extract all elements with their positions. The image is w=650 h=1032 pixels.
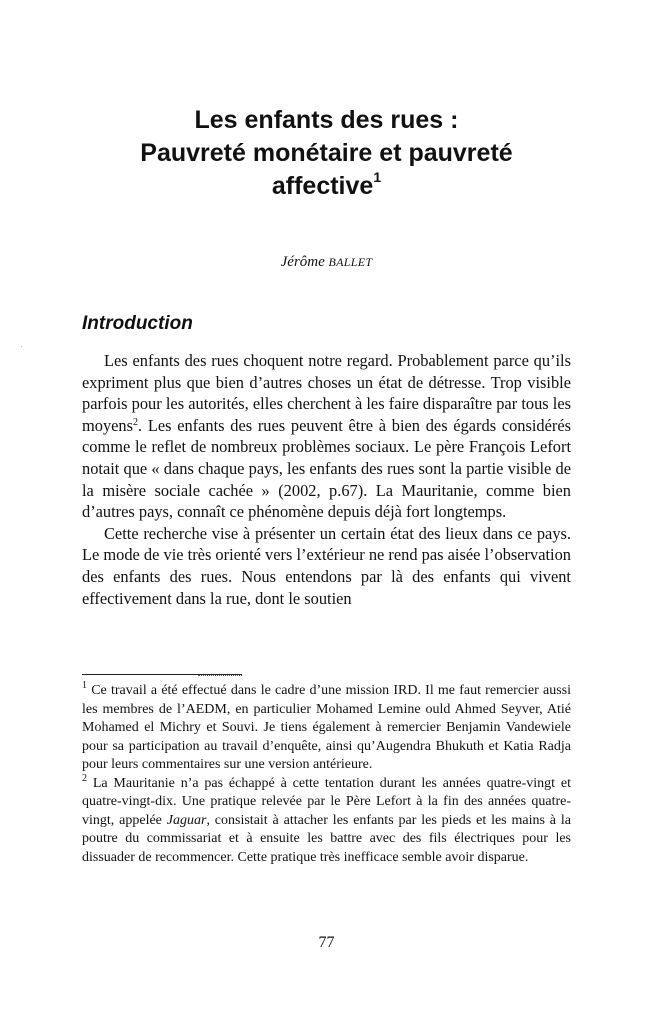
footnote-2 (82, 772, 571, 868)
title-footnote-marker[interactable]: 1 (373, 169, 382, 185)
document-title (82, 104, 571, 203)
author-first-name: Jérôme (280, 254, 325, 270)
page-number: 77 (318, 934, 335, 951)
paragraph-2: Cette recherche vise à présenter un certain état des lieux dans ce pays. Le mode de vie très orienté vers l’extérieur ne rend pas aisée l’observation des enfants des rues. Nous entendons par là des enfants qui vivent effectivement dans la rue, dont le soutien (82, 523, 571, 608)
footnotes (82, 682, 571, 867)
footnote-separator-tail (198, 675, 242, 676)
body-text (82, 350, 571, 609)
footnote-1-text: Ce travail a été effectué dans le cadre d’une mission IRD. Il me faut remercier aussi les membres de l’AEDM, en particulier Mohamed Lemine ould Ahmed Seyver, Atié Mohamed el Michry et Souvi. Je tiens également à remercier Benjamin Vandewiele pour sa participation au travail d’enquête, ainsi qu’Augendra Bhukuth et Katia Radja pour leurs commentaires sur une version antérieure. (82, 683, 571, 772)
paragraph-1-part-1: Les enfants des rues choquent notre regard. Probablement parce qu’ils expriment plus que bien d’autres choses un état de détresse. Trop visible parfois pour les autorités, elles cherchent à les faire disparaître par tous les moyens (82, 351, 571, 435)
title-line-3: affective (271, 172, 374, 200)
footnote-1-marker: 1 (82, 680, 87, 691)
footnote-2-text-after: , consistait à attacher les enfants par les pieds et les mains à la poutre du commissariat et à ensuite les battre avec des fils électriques pour les dissuader de recommencer. Cette pratique très inefficace semble avoir disparue. (82, 812, 571, 865)
title-line-1: Les enfants des rues : (194, 106, 459, 134)
author-last-name: BALLET (328, 255, 373, 269)
footnote-2-text-before: La Mauritanie n’a pas échappé à cette tentation durant les années quatre-vingt et quatre-vingt-dix. Une pratique relevée par le Père Lefort à la fin des années quatre-vingt, appelée (82, 775, 571, 828)
title-line-2: Pauvreté monétaire et pauvreté (140, 139, 513, 167)
author-byline (82, 254, 571, 271)
section-heading-introduction: Introduction (82, 313, 193, 334)
footnote-ref-2[interactable]: 2 (133, 416, 138, 428)
footnote-2-italic-term: Jaguar (166, 812, 207, 828)
scan-speck (21, 346, 22, 347)
footnote-2-marker: 2 (82, 772, 87, 784)
paragraph-1 (82, 350, 571, 523)
paragraph-1-part-2: . Les enfants des rues peuvent être à bien des égards considérés comme le reflet de nombreux problèmes sociaux. Le père François Lefort notait que « dans chaque pays, les enfants des rues sont la partie visible de la misère sociale cachée » (2002, p.67). La Mauritanie, comme bien d’autres pays, connaît ce phénomène depuis déjà fort longtemps. (82, 415, 571, 522)
footnote-1 (82, 682, 571, 775)
